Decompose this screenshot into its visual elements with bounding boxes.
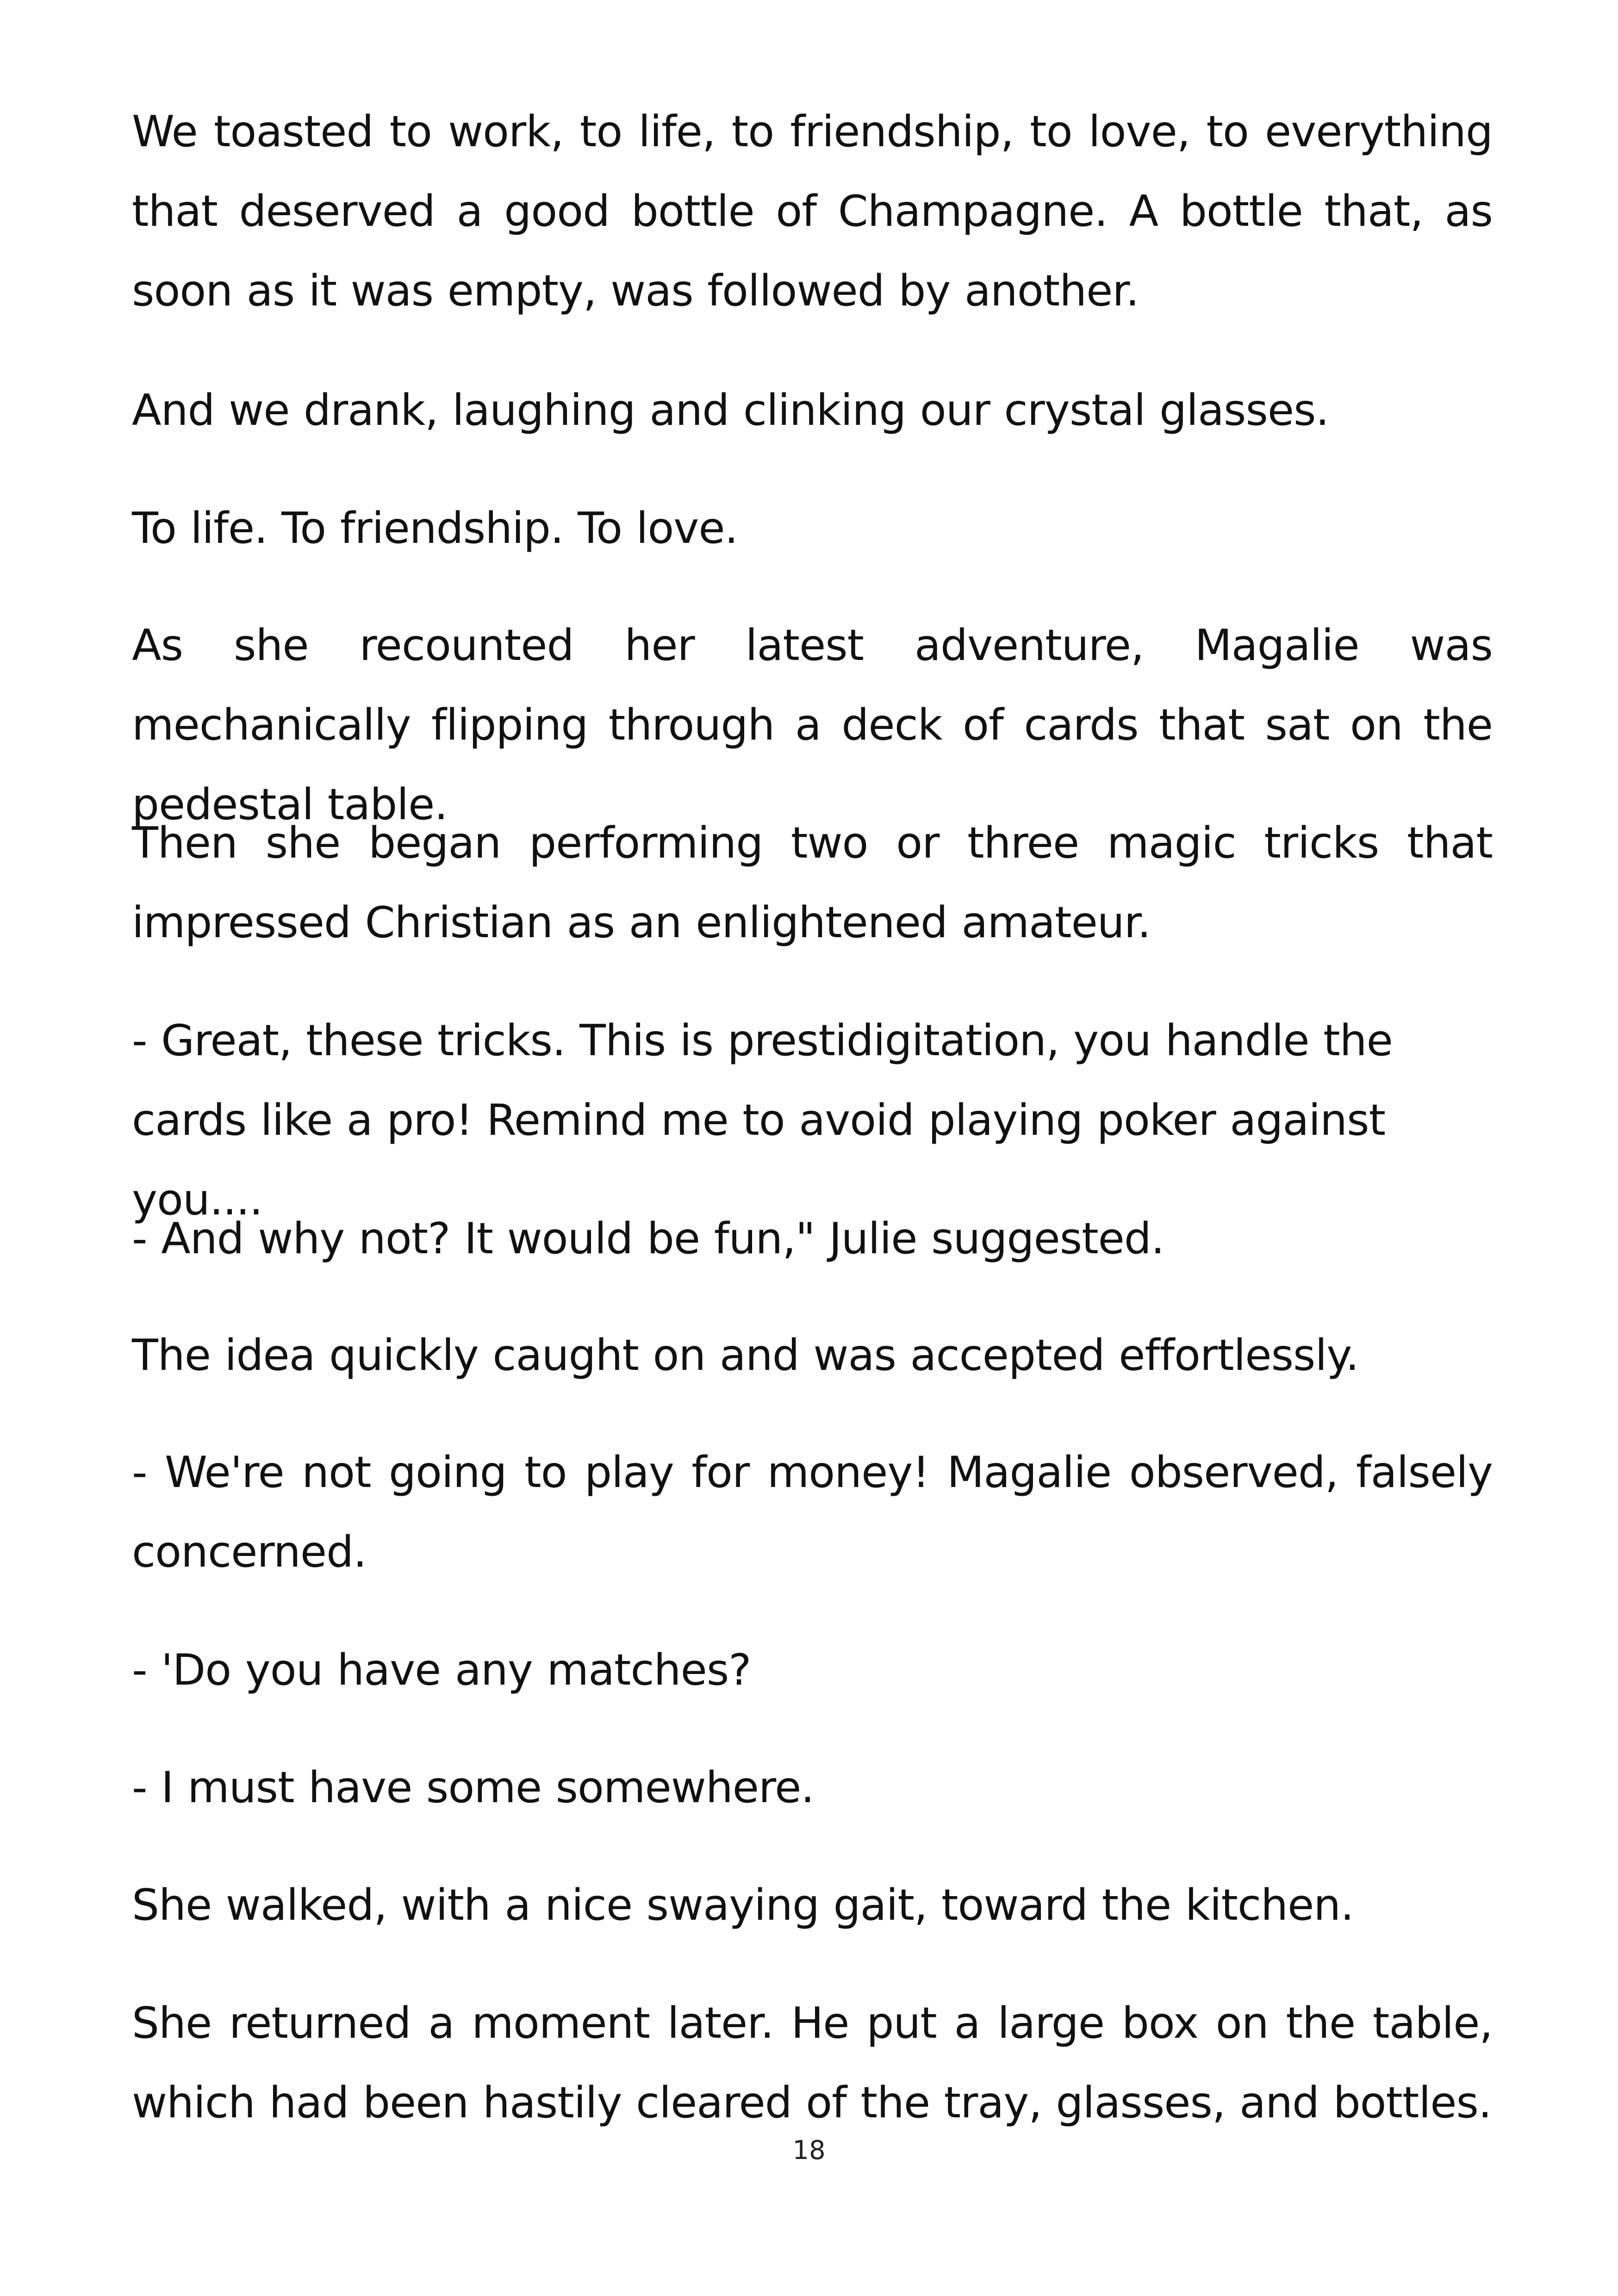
paragraph-7: - And why not? It would be fun," Julie suggested. [132,1213,1164,1263]
paragraph-10: - 'Do you have any matches? [132,1645,751,1695]
paragraph-13: She returned a moment later. He put a large box on the table, which had been hastily cleared of the tray, glasses, and bottles. [132,1998,1493,2128]
paragraph-2: And we drank, laughing and clinking our crystal glasses. [132,385,1329,435]
paragraph-9: - We're not going to play for money! Magalie observed, falsely concerned. [132,1447,1493,1577]
paragraph-5: Then she began performing two or three magic tricks that impressed Christian as an enlightened amateur. [132,818,1493,947]
paragraph-11: - I must have some somewhere. [132,1762,814,1812]
paragraph-6: - Great, these tricks. This is prestidigitation, you handle the cards like a pro! Remind me to avoid playing poker against you.... [132,1015,1393,1225]
paragraph-3: To life. To friendship. To love. [132,503,738,553]
paragraph-1: We toasted to work, to life, to friendship, to love, to everything that deserved a good bottle of Champagne. A bottle that, as soon as it was empty, was followed by another. [132,106,1493,316]
page-number: 18 [792,2135,826,2165]
paragraph-4: As she recounted her latest adventure, Magalie was mechanically flipping through a deck of cards that sat on the pedestal table. [132,620,1493,829]
paragraph-8: The idea quickly caught on and was accepted effortlessly. [132,1330,1359,1380]
paragraph-12: She walked, with a nice swaying gait, toward the kitchen. [132,1880,1354,1930]
